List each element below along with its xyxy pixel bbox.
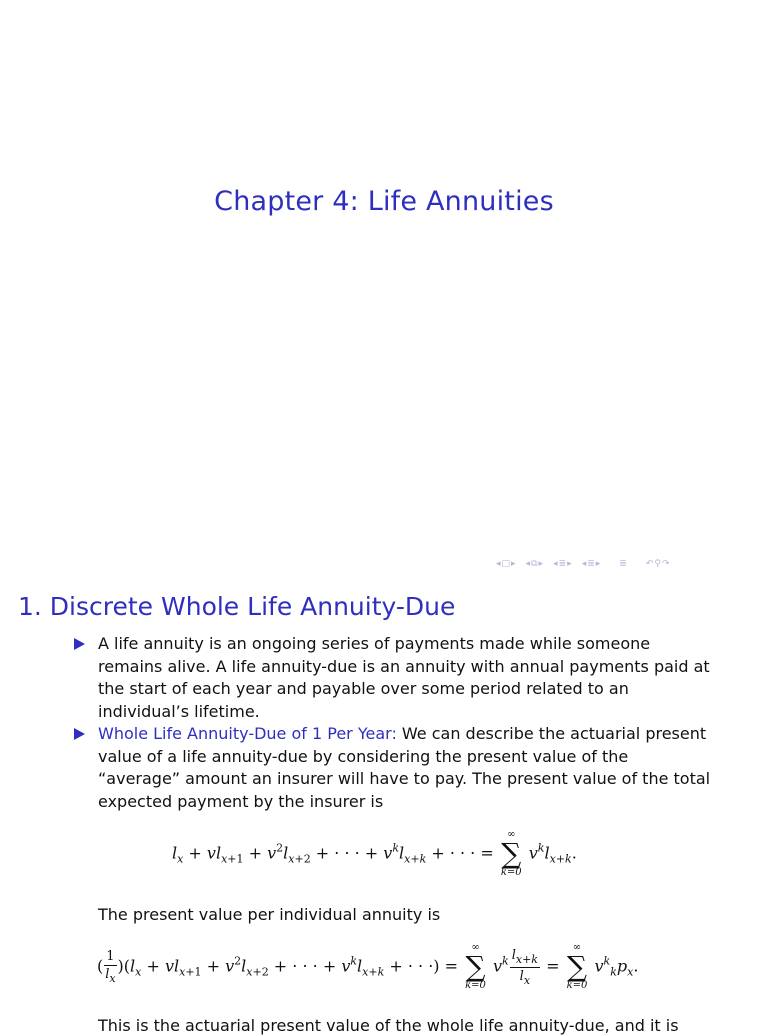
content-slide bbox=[0, 576, 768, 1035]
nav-prev-doc-icon[interactable]: ◂ bbox=[581, 559, 587, 569]
bullet-heading: Whole Life Annuity-Due of 1 Per Year: bbox=[98, 724, 397, 743]
nav-section-icon[interactable]: ≣ bbox=[558, 559, 567, 569]
chapter-title: Chapter 4: Life Annuities bbox=[214, 186, 554, 217]
nav-doc-icon[interactable]: ≣ bbox=[587, 559, 595, 569]
bullet-triangle-icon bbox=[74, 728, 85, 740]
nav-forward-icon[interactable]: ↷ bbox=[661, 559, 670, 569]
section-title: 1. Discrete Whole Life Annuity-Due bbox=[18, 592, 456, 621]
bullet-item bbox=[74, 723, 714, 813]
bullet-body: We can describe the actuarial present value of a life annuity-due by considering the present value of the “average” amount an insurer will have to pay. The present value of the total expected payment by the insurer is bbox=[98, 724, 711, 811]
bullet-text: A life annuity is an ongoing series of payments made while someone remains alive. A life annuity-due is an annuity with annual payments paid at the start of each year and payable over some period related to an individual’s lifetime. bbox=[98, 634, 710, 721]
bullet-item bbox=[74, 633, 714, 723]
paragraph: This is the actuarial present value of the whole life annuity-due, and it is bbox=[98, 1016, 679, 1035]
equation-total-expected-payment: $l_x + vl_{x+1} + v^2l_{x+2}$ + · · · + $v^kl_{x+k}$ + · · · = ∞ ∑ k=0 $v^kl_{x+k}$. bbox=[172, 829, 577, 878]
nav-next-subsection-icon[interactable]: ▸ bbox=[538, 559, 544, 569]
nav-back-icon[interactable]: ↶ bbox=[645, 559, 654, 569]
nav-next-frame-icon[interactable]: ▸ bbox=[511, 559, 516, 569]
nav-prev-section-icon[interactable]: ◂ bbox=[553, 559, 558, 569]
equation-present-value-per-annuity: ( $\frac{1}{l_x}$ )($l_x + vl_{x+1} + v^2l_{x+2}$ + · · · + $v^kl_{x+k}$ + · · ·) = ∞ ∑ k=0 $v^k$ $\frac{l_{x+k}}{l_x}$ = ∞ ∑ k=0 $v^k_kp_x$. bbox=[97, 942, 639, 991]
nav-frame-icon[interactable]: □ bbox=[501, 559, 511, 569]
nav-next-doc-icon[interactable]: ▸ bbox=[595, 559, 601, 569]
beamer-navigation-bar bbox=[496, 557, 670, 571]
paragraph: The present value per individual annuity is bbox=[98, 905, 441, 924]
nav-prev-subsection-icon[interactable]: ◂ bbox=[525, 559, 531, 569]
nav-search-icon[interactable]: ⚲ bbox=[654, 559, 661, 569]
nav-next-section-icon[interactable]: ▸ bbox=[567, 559, 572, 569]
bullet-triangle-icon bbox=[74, 638, 85, 650]
nav-prev-frame-icon[interactable]: ◂ bbox=[496, 559, 501, 569]
nav-subsection-icon[interactable]: ⧉ bbox=[531, 559, 538, 569]
bullet-text bbox=[98, 723, 714, 813]
nav-align-icon[interactable]: ≣ bbox=[619, 559, 627, 569]
